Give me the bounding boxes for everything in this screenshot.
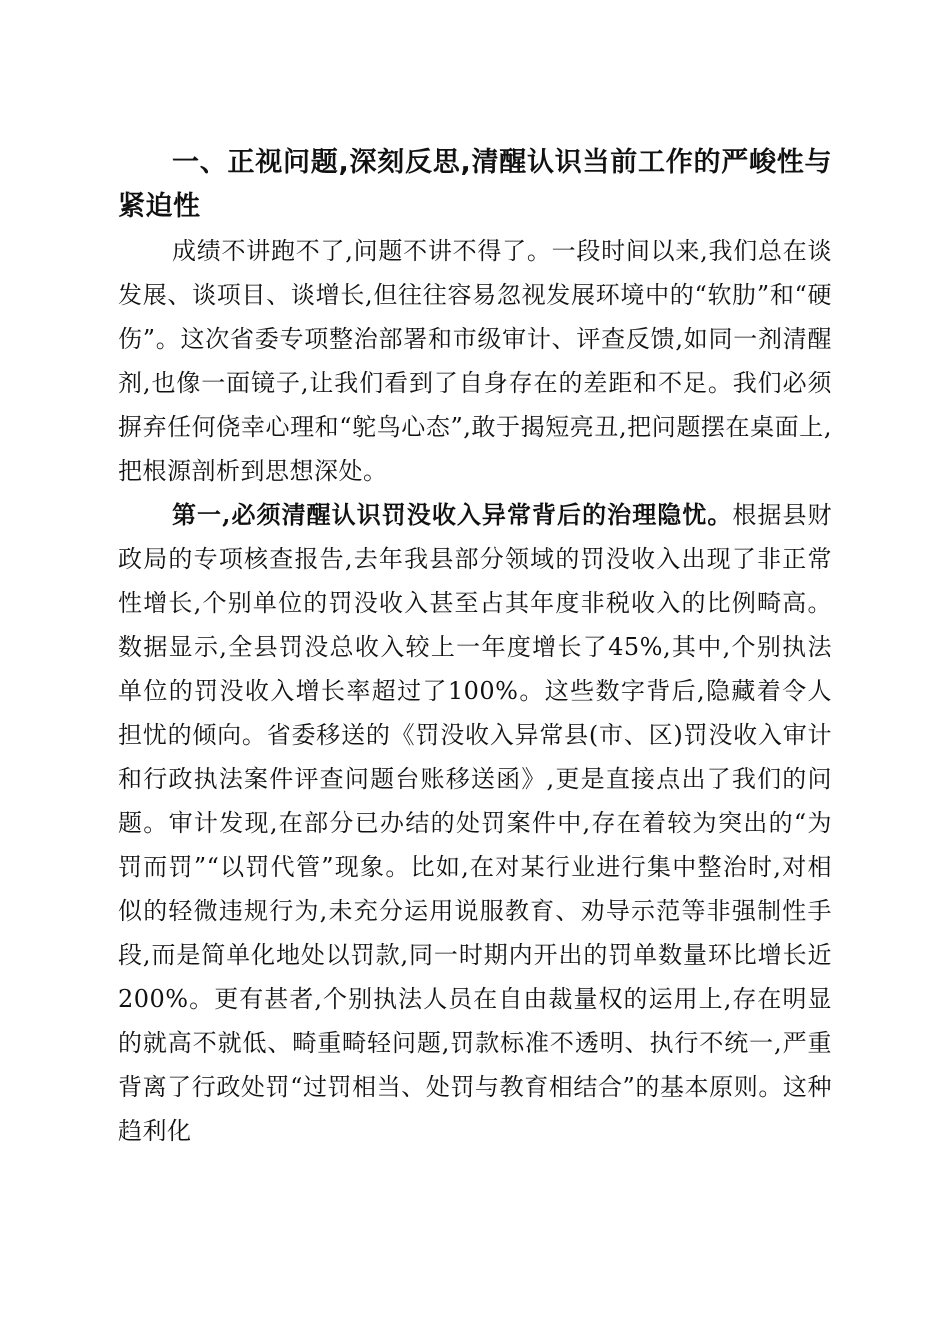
paragraph-first-point <box>118 493 832 1153</box>
paragraph-first-point-text: 根据县财政局的专项核查报告,去年我县部分领域的罚没收入出现了非正常性增长,个别单位的罚没收入甚至占其年度非税收入的比例畸高。数据显示,全县罚没总收入较上一年度增长了45%,其中,个别执法单位的罚没收入增长率超过了100%。这些数字背后,隐藏着令人担忧的倾向。省委移送的《罚没收入异常县(市、区)罚没收入审计和行政执法案件评查问题台账移送函》,更是直接点出了我们的问题。审计发现,在部分已办结的处罚案件中,存在着较为突出的“为罚而罚”“以罚代管”现象。比如,在对某行业进行集中整治时,对相似的轻微违规行为,未充分运用说服教育、劝导示范等非强制性手段,而是简单化地处以罚款,同一时期内开出的罚单数量环比增长近200%。更有甚者,个别执法人员在自由裁量权的运用上,存在明显的就高不就低、畸重畸轻问题,罚款标准不透明、执行不统一,严重背离了行政处罚“过罚相当、处罚与教育相结合”的基本原则。这种趋利化 <box>118 501 833 1145</box>
section-heading: 一、正视问题,深刻反思,清醒认识当前工作的严峻性与紧迫性 <box>118 147 832 222</box>
document-body <box>118 141 832 1153</box>
paragraph-first-point-lead: 第一,必须清醒认识罚没收入异常背后的治理隐忧。 <box>172 500 733 529</box>
paragraph-intro-text: 成绩不讲跑不了,问题不讲不得了。一段时间以来,我们总在谈发展、谈项目、谈增长,但往往容易忽视发展环境中的“软肋”和“硬伤”。这次省委专项整治部署和市级审计、评查反馈,如同一剂清醒剂,也像一面镜子,让我们看到了自身存在的差距和不足。我们必须摒弃任何侥幸心理和“鸵鸟心态”,敢于揭短亮丑,把问题摆在桌面上,把根源剖析到思想深处。 <box>118 237 832 485</box>
paragraph-intro <box>118 229 832 493</box>
